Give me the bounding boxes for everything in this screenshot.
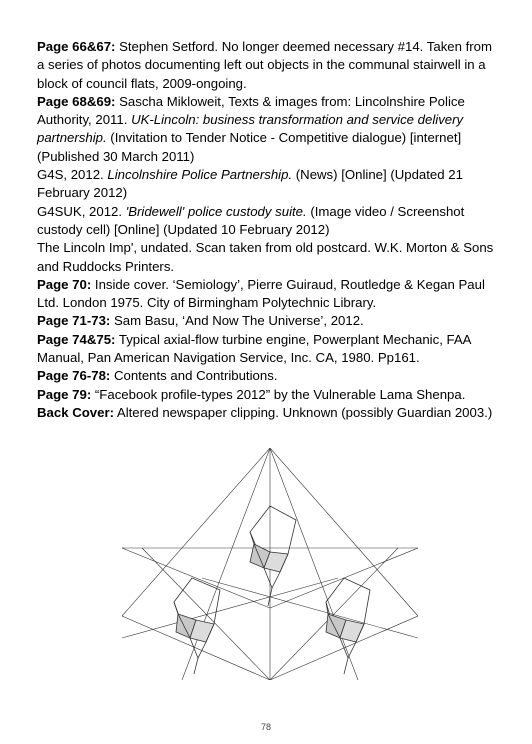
page-number: 78 — [260, 722, 271, 732]
credit-label: Back Cover: — [37, 404, 114, 420]
credit-entry-page-66-67 — [37, 38, 499, 93]
credit-label: Page 71-73: — [37, 313, 111, 329]
credit-text: “Facebook profile-types 2012” by the Vulnerable Lama Shenpa. — [91, 386, 466, 402]
credit-text: The Lincoln Imp', undated. Scan taken from old postcard. W.K. Morton & Sons and Ruddocks Printers. — [37, 240, 494, 274]
credit-text: G4S, 2012. — [37, 167, 108, 183]
credit-label: Page 76-78: — [37, 368, 111, 384]
credit-text: Altered newspaper clipping. Unknown (possibly Guardian 2003.) — [113, 404, 493, 420]
credit-label: Page 66&67: — [37, 39, 116, 54]
credit-text: G4SUK, 2012. — [37, 203, 126, 219]
credit-entry-lincoln-imp — [37, 239, 499, 276]
credit-entry-page-74-75 — [37, 331, 499, 368]
credit-label: Page 79: — [37, 386, 92, 402]
credit-text: Typical axial-flow turbine engine, Powerplant Mechanic, FAA Manual, Pan American Navigation Service, Inc. CA, 1980. Pp161. — [37, 331, 471, 366]
credit-text: (News) [Online] (Updated 21 February 2012) — [37, 167, 463, 201]
credit-text: (Image video / Screenshot custody cell) [Online] (Updated 10 February 2012) — [37, 203, 465, 237]
credit-entry-page-68-69 — [37, 93, 499, 166]
credit-label: Page 74&75: — [37, 331, 116, 347]
credits-list — [37, 38, 499, 422]
credit-entry-g4s — [37, 166, 499, 203]
credit-text: Inside cover. ‘Semiology’, Pierre Guiraud, Routledge & Kegan Paul Ltd. London 1975. City of Birmingham Polytechnic Library. — [37, 276, 485, 311]
credit-text: Sascha Mikloweit, Texts & images from: Lincolnshire Police Authority, 2011. — [37, 93, 465, 128]
perspective-drawing-illustration — [122, 448, 418, 680]
credit-text: (Invitation to Tender Notice - Competitive dialogue) [internet] (Published 30 March 2011) — [37, 130, 462, 164]
credit-title: Lincolnshire Police Partnership. — [107, 167, 293, 183]
credit-label: Page 70: — [37, 276, 92, 292]
credit-entry-back-cover — [37, 404, 499, 422]
credit-entry-page-71-73 — [37, 312, 499, 330]
credit-text: Sam Basu, ‘And Now The Universe’, 2012. — [110, 313, 364, 329]
credit-text: Stephen Setford. No longer deemed necessary #14. Taken from a series of photos documenting left out objects in the communal stairwell in a block of council flats, 2009-ongoing. — [37, 39, 492, 91]
credit-entry-page-76-78 — [37, 367, 499, 385]
credit-label: Page 68&69: — [37, 93, 116, 109]
credit-entry-page-79 — [37, 386, 499, 404]
credit-entry-g4suk — [37, 203, 499, 240]
credit-entry-page-70 — [37, 276, 499, 313]
credit-title: UK-Lincoln: business transformation and service delivery partnership. — [37, 112, 464, 146]
credit-text: Contents and Contributions. — [110, 368, 278, 384]
credit-title: 'Bridewell' police custody suite. — [125, 203, 307, 219]
